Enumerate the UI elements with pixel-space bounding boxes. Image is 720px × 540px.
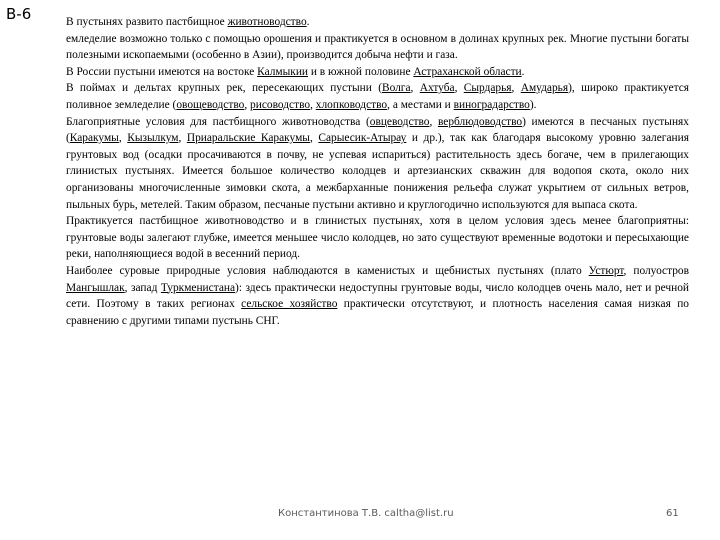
link-syrdarya[interactable]: Сырдарья	[463, 82, 512, 95]
text: Практикуется пастбищное животноводство и в глинистых пустынях, хотя в целом условия здесь менее благоприятны: грунтовые воды залегают глубже, имеется меньшее число колодцев, но зато существуют временные водотоки и пересыхающие реки, наполняющиеся водой в весенний период.	[66, 215, 689, 261]
link-mangyshlak[interactable]: Мангышлак	[66, 281, 125, 294]
link-astrakhan-oblast[interactable]: Астраханской области	[413, 65, 522, 78]
paragraph-pastoral-intro	[66, 14, 689, 31]
link-kalmykia[interactable]: Калмыкии	[257, 65, 309, 78]
link-khlopkovodstvo[interactable]: хлопководство	[315, 98, 388, 111]
paragraph-irrigation-minerals	[66, 31, 689, 64]
link-zhivotnovodstvo[interactable]: животноводство	[227, 16, 307, 28]
text: ) имеются в песчаных пустынях (	[66, 115, 689, 145]
text: ,	[429, 115, 438, 128]
link-akhtuba[interactable]: Ахтуба	[419, 82, 455, 95]
paragraph-stony-deserts	[66, 263, 689, 329]
text: , а местами и	[387, 98, 454, 111]
text: В поймах и дельтах крупных рек, пересекающих пустыни (	[66, 82, 382, 95]
link-kyzylkum[interactable]: Кызылкум	[127, 132, 179, 145]
text: ), широко практикуется поливное земледелие (	[66, 82, 689, 111]
link-selskoe-khozyaystvo[interactable]: сельское хозяйство	[241, 298, 338, 311]
text: ): здесь практически недоступны грунтовые воды, число колодцев очень мало, нет и речной сети. Поэтому в таких регионах	[66, 281, 689, 311]
link-turkmenistan[interactable]: Туркменистана	[160, 281, 236, 294]
text: и др.), так как благодаря высокому уровню залегания грунтовых вод (осадки просачиваются в почву, не успевая испариться) растительность здесь богаче, чем в прилегающих глинистых пустынях. Имеется большое количество колодцев и артезианских скважин для водопоя скота, около них организованы многочисленные зимовки скота, а межбарханные понижения рельефа служат укрытием от сильных ветров, пыльных бурь, метелей. Таким образом, песчаные пустыни активно и круглогодично используются для выпаса скота.	[66, 132, 689, 211]
text: ,	[310, 98, 316, 111]
text: ,	[118, 132, 128, 145]
paragraph-clay-deserts	[66, 213, 689, 263]
link-vinogradarstvo[interactable]: виноградарство	[453, 98, 530, 111]
link-priaralskie-karakumy[interactable]: Приаральские Каракумы	[186, 132, 310, 145]
link-volga[interactable]: Волга	[381, 82, 411, 95]
page-number: 61	[666, 508, 679, 519]
link-ustyurt[interactable]: Устюрт	[588, 264, 624, 277]
text: емледелие возможно только с помощью орошения и практикуется в основном в долинах крупных рек. Многие пустыни богаты полезными ископаемыми (особенно в Азии), производится добыча нефти и газа.	[66, 32, 689, 62]
footer-author: Константинова Т.В. caltha@list.ru	[278, 508, 454, 519]
text: ,	[410, 82, 420, 95]
text: и в южной половине	[308, 65, 414, 78]
link-ovtsevodstvo[interactable]: овцеводство	[369, 115, 430, 128]
text: .	[306, 16, 310, 28]
link-risovodstvo[interactable]: рисоводство	[250, 98, 311, 111]
text: ).	[529, 98, 537, 111]
text: ,	[454, 82, 464, 95]
text: Благоприятные условия для пастбищного животноводства (	[66, 115, 370, 128]
text: , полуостров	[623, 264, 690, 277]
paragraph-sandy-deserts	[66, 114, 689, 214]
link-karakumy[interactable]: Каракумы	[69, 132, 119, 145]
text: , запад	[124, 281, 161, 294]
text: ,	[244, 98, 251, 111]
text: ,	[178, 132, 187, 145]
link-saryesik-atyrau[interactable]: Сарыесик-Атырау	[318, 132, 407, 145]
link-amudarya[interactable]: Амударья	[520, 82, 569, 95]
text: Наиболее суровые природные условия наблюдаются в каменистых и щебнистых пустынях (плато	[66, 264, 589, 277]
text: .	[521, 65, 525, 78]
link-verblyudovodstvo[interactable]: верблюдоводство	[437, 115, 523, 128]
text: В пустынях развито пастбищное	[66, 16, 228, 28]
text: ,	[309, 132, 319, 145]
text: ,	[511, 82, 521, 95]
slide-label: В-6	[6, 5, 32, 23]
text: В России пустыни имеются на востоке	[66, 65, 258, 78]
link-ovoshchevodstvo[interactable]: овощеводство	[176, 98, 245, 111]
body-text	[66, 14, 689, 329]
paragraph-russia-deserts	[66, 64, 689, 81]
paragraph-river-floodplains	[66, 80, 689, 113]
text: практически отсутствуют, и плотность населения самая низкая по сравнению с другими типами пустынь СНГ.	[66, 298, 689, 327]
